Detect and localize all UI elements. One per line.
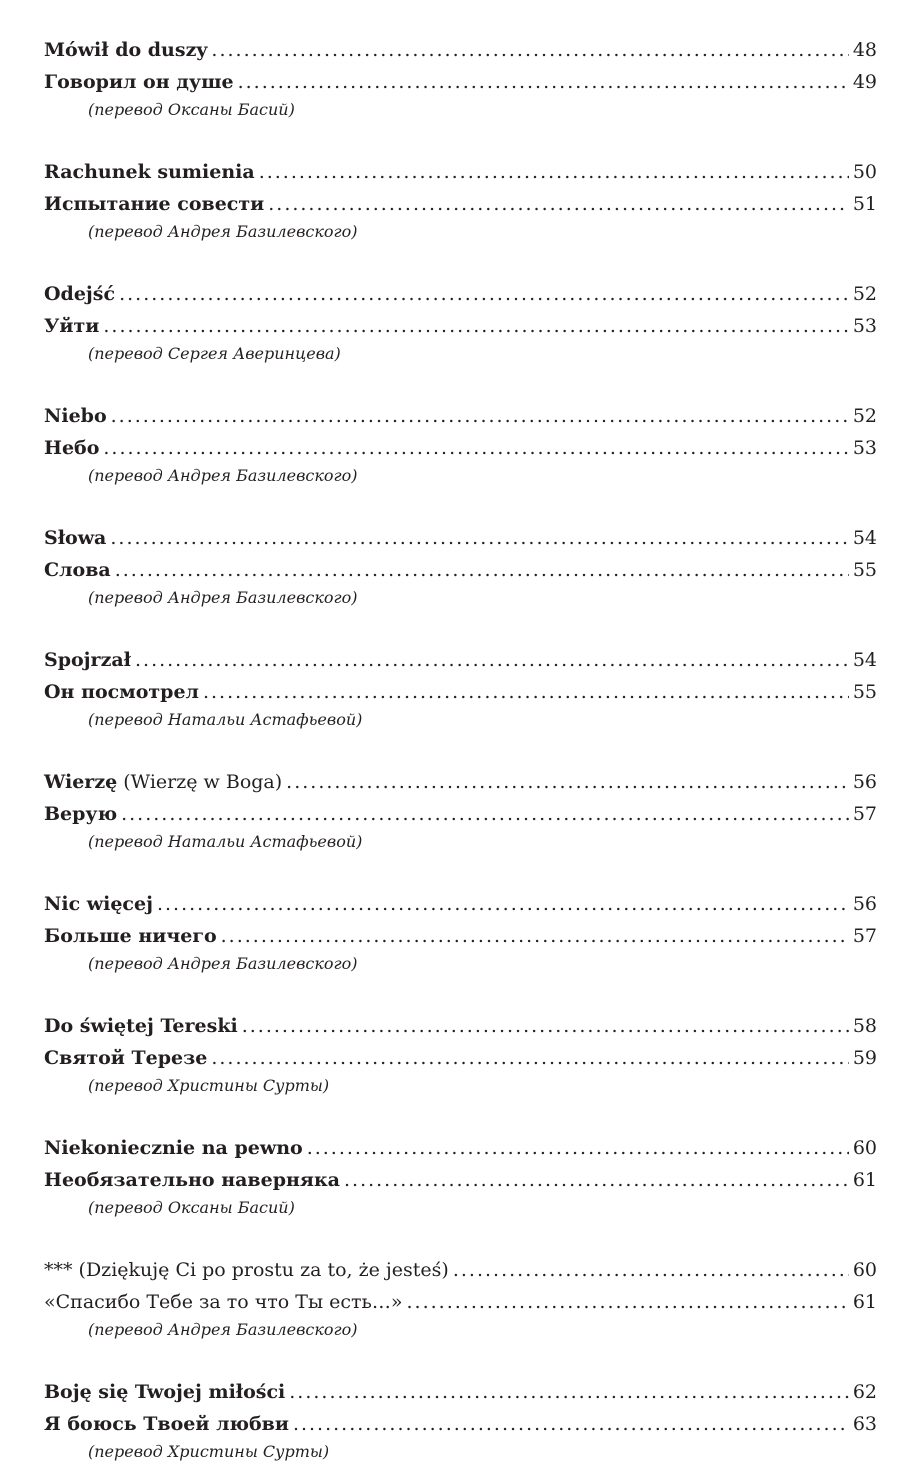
entry-title: [44, 400, 107, 432]
dot-leader: [121, 798, 849, 830]
dot-leader: [111, 400, 849, 432]
toc-entry-translation: [44, 310, 877, 342]
dot-leader: [103, 432, 848, 464]
entry-title-bold: Святой Терезе: [44, 1047, 208, 1069]
toc-entry-translation: [44, 554, 877, 586]
dot-leader: [203, 676, 849, 708]
page-number: 51: [852, 193, 877, 215]
toc-entry-original: [44, 644, 877, 676]
toc-group: [44, 156, 877, 248]
page-number: 55: [852, 559, 877, 581]
entry-title-bold: Верую: [44, 803, 118, 825]
entry-title-plain: *** (Dziękuję Ci po prostu za to, że jesteś): [44, 1259, 449, 1281]
entry-title: [44, 1132, 303, 1164]
entry-title-bold: Słowa: [44, 527, 107, 549]
dot-leader: [110, 522, 848, 554]
entry-title-bold: Слова: [44, 559, 111, 581]
page-number: 52: [852, 283, 877, 305]
entry-title: [44, 522, 106, 554]
toc-entry-original: [44, 34, 877, 66]
toc-entry-original: [44, 1132, 877, 1164]
translator-credit: (перевод Натальи Астафьевой): [88, 832, 363, 851]
toc-entry-translation: [44, 676, 877, 708]
page-number: 57: [852, 803, 877, 825]
entry-title: [44, 1408, 289, 1440]
entry-title-bold: Он посмотрел: [44, 681, 199, 703]
dot-leader: [453, 1254, 849, 1286]
toc-entry-translation: [44, 1286, 877, 1318]
entry-title-bold: Небо: [44, 437, 100, 459]
toc-entry-original: [44, 522, 877, 554]
entry-title: [44, 66, 234, 98]
toc-group: [44, 400, 877, 492]
toc-entry-original: [44, 1376, 877, 1408]
entry-title-plain: «Спасибо Тебе за то что Ты есть…»: [44, 1291, 403, 1313]
entry-title-bold: Do świętej Tereski: [44, 1015, 238, 1037]
toc-entry-translation: [44, 66, 877, 98]
entry-title: [44, 920, 217, 952]
entry-title-bold: Nic więcej: [44, 893, 153, 915]
entry-title: [44, 554, 111, 586]
translator-credit: (перевод Христины Сурты): [88, 1076, 330, 1095]
translator-credit: (перевод Андрея Базилевского): [88, 222, 358, 241]
dot-leader: [238, 66, 849, 98]
entry-title-plain: (Wierzę w Boga): [117, 771, 283, 793]
page-number: 54: [852, 649, 877, 671]
page-number: 59: [852, 1047, 877, 1069]
toc-group: [44, 1010, 877, 1102]
dot-leader: [115, 554, 849, 586]
translator-credit: (перевод Христины Сурты): [88, 1442, 330, 1461]
entry-title-bold: Mówił do duszy: [44, 39, 208, 61]
entry-title-bold: Rachunek sumienia: [44, 161, 255, 183]
entry-title: [44, 1042, 207, 1074]
toc-entry-translation: [44, 1042, 877, 1074]
entry-title-bold: Niebo: [44, 405, 107, 427]
translator-credit: (перевод Натальи Астафьевой): [88, 710, 363, 729]
toc-entry-original: [44, 156, 877, 188]
page-number: 53: [852, 437, 877, 459]
entry-title: [44, 1164, 340, 1196]
toc-group: [44, 888, 877, 980]
entry-title-bold: Niekoniecznie na pewno: [44, 1137, 303, 1159]
entry-title: [44, 188, 264, 220]
toc-entry-original: [44, 400, 877, 432]
toc-entry-original: [44, 278, 877, 310]
translator-credit: (перевод Андрея Базилевского): [88, 1320, 358, 1339]
toc-entry-translation: [44, 920, 877, 952]
page-number: 60: [852, 1259, 877, 1281]
page-number: 57: [852, 925, 877, 947]
page-number: 61: [852, 1291, 877, 1313]
toc-entry-original: [44, 888, 877, 920]
dot-leader: [135, 644, 849, 676]
entry-title: [44, 766, 282, 798]
toc-entry-translation: [44, 188, 877, 220]
dot-leader: [119, 278, 849, 310]
entry-title: [44, 310, 99, 342]
dot-leader: [286, 766, 849, 798]
page-number: 60: [852, 1137, 877, 1159]
toc-group: [44, 766, 877, 858]
page-number: 54: [852, 527, 877, 549]
dot-leader: [407, 1286, 849, 1318]
entry-title-bold: Boję się Twojej miłości: [44, 1381, 286, 1403]
page-number: 61: [852, 1169, 877, 1191]
dot-leader: [211, 1042, 848, 1074]
toc-group: [44, 278, 877, 370]
entry-title-bold: Больше ничего: [44, 925, 217, 947]
toc-group: [44, 1132, 877, 1224]
page-number: 55: [852, 681, 877, 703]
page-number: 56: [852, 893, 877, 915]
entry-title-bold: Я боюсь Твоей любви: [44, 1413, 289, 1435]
dot-leader: [293, 1408, 849, 1440]
page-number: 50: [852, 161, 877, 183]
entry-title: [44, 34, 207, 66]
page-number: 53: [852, 315, 877, 337]
toc-group: [44, 1376, 877, 1468]
entry-title-bold: Уйти: [44, 315, 100, 337]
toc-entry-original: [44, 766, 877, 798]
toc-entry-translation: [44, 798, 877, 830]
entry-title-bold: Говорил он душе: [44, 71, 234, 93]
entry-title: [44, 278, 115, 310]
dot-leader: [103, 310, 848, 342]
dot-leader: [211, 34, 848, 66]
entry-title-bold: Необязательно наверняка: [44, 1169, 340, 1191]
toc-entry-original: [44, 1254, 877, 1286]
entry-title-bold: Wierzę: [44, 771, 118, 793]
dot-leader: [221, 920, 849, 952]
entry-title-bold: Spojrzał: [44, 649, 131, 671]
page-number: 63: [852, 1413, 877, 1435]
dot-leader: [157, 888, 849, 920]
toc-group: [44, 34, 877, 126]
page-number: 56: [852, 771, 877, 793]
toc-entry-translation: [44, 1408, 877, 1440]
entry-title-bold: Испытание совести: [44, 193, 265, 215]
entry-title: [44, 888, 153, 920]
dot-leader: [268, 188, 849, 220]
toc-entry-translation: [44, 1164, 877, 1196]
toc-group: [44, 1254, 877, 1346]
translator-credit: (перевод Сергея Аверинцева): [88, 344, 341, 363]
toc-group: [44, 644, 877, 736]
dot-leader: [289, 1376, 849, 1408]
page-number: 52: [852, 405, 877, 427]
toc-entry-original: [44, 1010, 877, 1042]
entry-title: [44, 644, 131, 676]
page-number: 49: [852, 71, 877, 93]
page-number: 62: [852, 1381, 877, 1403]
dot-leader: [307, 1132, 849, 1164]
dot-leader: [344, 1164, 849, 1196]
toc-entry-translation: [44, 432, 877, 464]
entry-title: [44, 1376, 285, 1408]
dot-leader: [242, 1010, 849, 1042]
entry-title-bold: Odejść: [44, 283, 116, 305]
toc-group: [44, 522, 877, 614]
entry-title: [44, 676, 199, 708]
entry-title: [44, 1254, 449, 1286]
entry-title: [44, 798, 117, 830]
translator-credit: (перевод Оксаны Басий): [88, 100, 295, 119]
entry-title: [44, 1286, 403, 1318]
entry-title: [44, 432, 99, 464]
entry-title: [44, 156, 255, 188]
translator-credit: (перевод Андрея Базилевского): [88, 954, 358, 973]
translator-credit: (перевод Андрея Базилевского): [88, 466, 358, 485]
page-number: 58: [852, 1015, 877, 1037]
page-number: 48: [852, 39, 877, 61]
translator-credit: (перевод Оксаны Басий): [88, 1198, 295, 1217]
translator-credit: (перевод Андрея Базилевского): [88, 588, 358, 607]
dot-leader: [259, 156, 849, 188]
entry-title: [44, 1010, 238, 1042]
